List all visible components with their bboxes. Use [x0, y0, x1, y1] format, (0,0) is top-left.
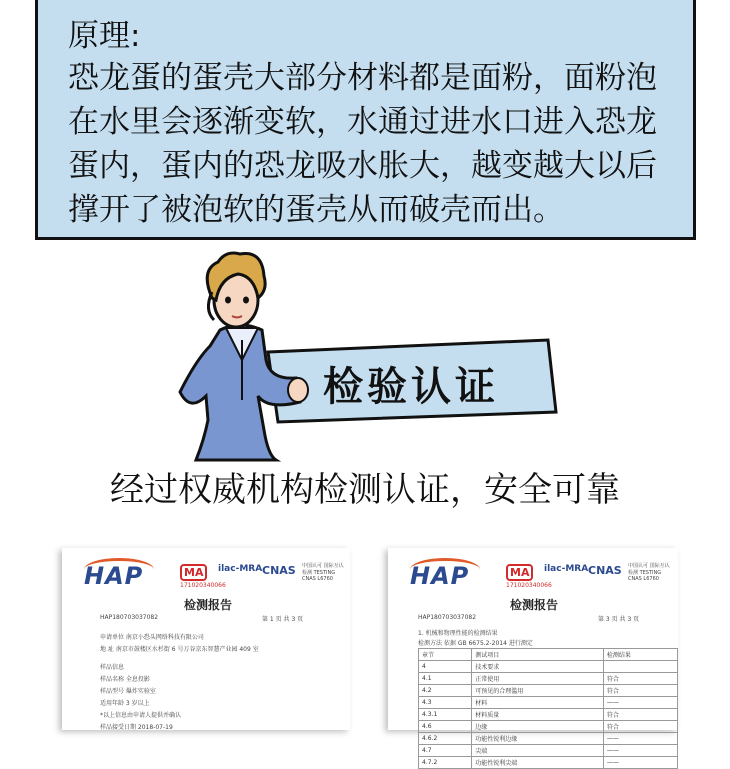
table-cell: ——	[603, 697, 677, 709]
cert-number: 171020340066	[506, 582, 552, 589]
table-header-cell: 章节	[419, 649, 472, 661]
hap-logo: HAP	[84, 562, 144, 590]
table-row	[419, 697, 678, 709]
page-indicator: 第 3 页 共 3 页	[598, 616, 640, 623]
principle-line: 在水里会逐渐变软，水通过进水口进入恐龙	[68, 104, 657, 140]
principle-title: 原理:	[68, 18, 141, 54]
table-cell: 功能性锐利尖端	[472, 757, 604, 769]
table-cell: 符合	[603, 709, 677, 721]
table-header-cell: 测试项目	[472, 649, 604, 661]
report-field: 样品接受日期 2018-07-19	[100, 724, 173, 731]
report-field: 1. 机械和物理性能的检测结果	[418, 630, 498, 637]
table-cell: 材料质量	[472, 709, 604, 721]
table-cell: ——	[603, 757, 677, 769]
table-cell: 可预见的合理滥用	[472, 685, 604, 697]
table-cell: 4	[419, 661, 472, 673]
report-number: HAP180703037082	[100, 614, 159, 621]
principle-line: 撑开了被泡软的蛋壳从而破壳而出。	[68, 192, 564, 228]
banner-label: 检验认证	[323, 364, 499, 410]
cnas-badge: CNAS	[588, 564, 622, 577]
table-cell: 材料	[472, 697, 604, 709]
table-cell: 符合	[603, 673, 677, 685]
report-field: 地 址 南京市鼓楼区水杉街 6 号万谷京东智慧产业园 409 室	[100, 646, 259, 653]
table-cell: 4.7	[419, 745, 472, 757]
principle-line: 恐龙蛋的蛋壳大部分材料都是面粉，面粉泡	[68, 60, 657, 96]
hap-logo: HAP	[410, 562, 470, 590]
table-row	[419, 673, 678, 685]
slogan-text: 经过权威机构检测认证，安全可靠	[110, 470, 620, 510]
table-cell: 4.2	[419, 685, 472, 697]
table-cell: ——	[603, 733, 677, 745]
report-title: 检测报告	[510, 598, 559, 612]
cert-number: 171020340066	[180, 582, 226, 589]
cnas-cert-text: 中国认可 国际互认 检测 TESTING CNAS L6760	[628, 563, 670, 582]
table-row	[419, 721, 678, 733]
ilac-badge: ilac-MRA	[544, 564, 589, 574]
table-cell: ——	[603, 745, 677, 757]
cnas-badge: CNAS	[262, 564, 296, 577]
report-field: 样品信息	[100, 664, 125, 671]
report-field: 样品名称 全息投影	[100, 676, 150, 683]
table-cell: 符合	[603, 685, 677, 697]
table-cell: 边缘	[472, 721, 604, 733]
table-cell	[603, 661, 677, 673]
table-cell: 功能性锐利边缘	[472, 733, 604, 745]
page-indicator: 第 1 页 共 3 页	[262, 616, 304, 623]
report-field: 检测方法 依据 GB 6675.2-2014 进行测定	[418, 640, 533, 647]
table-row	[419, 661, 678, 673]
cnas-cert-text: 中国认可 国际互认 检测 TESTING CNAS L6760	[302, 563, 344, 582]
results-table	[418, 648, 678, 769]
test-report-card	[388, 548, 678, 767]
table-cell: 正常使用	[472, 673, 604, 685]
report-field: 适用年龄 3 岁以上	[100, 700, 150, 707]
cma-badge: MA	[506, 564, 533, 581]
table-cell: 4.3.1	[419, 709, 472, 721]
report-title: 检测报告	[184, 598, 233, 612]
report-field: *以上信息由申请人提供并确认	[100, 712, 182, 719]
test-report-card	[62, 548, 350, 730]
table-header-cell: 检测结果	[603, 649, 677, 661]
table-row	[419, 709, 678, 721]
table-cell: 4.6.2	[419, 733, 472, 745]
table-header-row	[419, 649, 678, 661]
table-row	[419, 745, 678, 757]
principle-line: 蛋内，蛋内的恐龙吸水胀大，越变越大以后	[68, 148, 657, 184]
table-cell: 尖端	[472, 745, 604, 757]
report-number: HAP180703037082	[418, 614, 477, 621]
table-cell: 4.7.2	[419, 757, 472, 769]
table-cell: 4.1	[419, 673, 472, 685]
table-row	[419, 685, 678, 697]
report-field: 样品型号 爆炸实验室	[100, 688, 156, 695]
table-row	[419, 733, 678, 745]
ilac-badge: ilac-MRA	[218, 564, 263, 574]
table-cell: 技术要求	[472, 661, 604, 673]
table-row	[419, 757, 678, 769]
table-cell: 4.6	[419, 721, 472, 733]
report-field: 申请单位 南京小恐头网络科技有限公司	[100, 634, 204, 641]
cma-badge: MA	[180, 564, 207, 581]
table-cell: 符合	[603, 721, 677, 733]
table-cell: 4.3	[419, 697, 472, 709]
